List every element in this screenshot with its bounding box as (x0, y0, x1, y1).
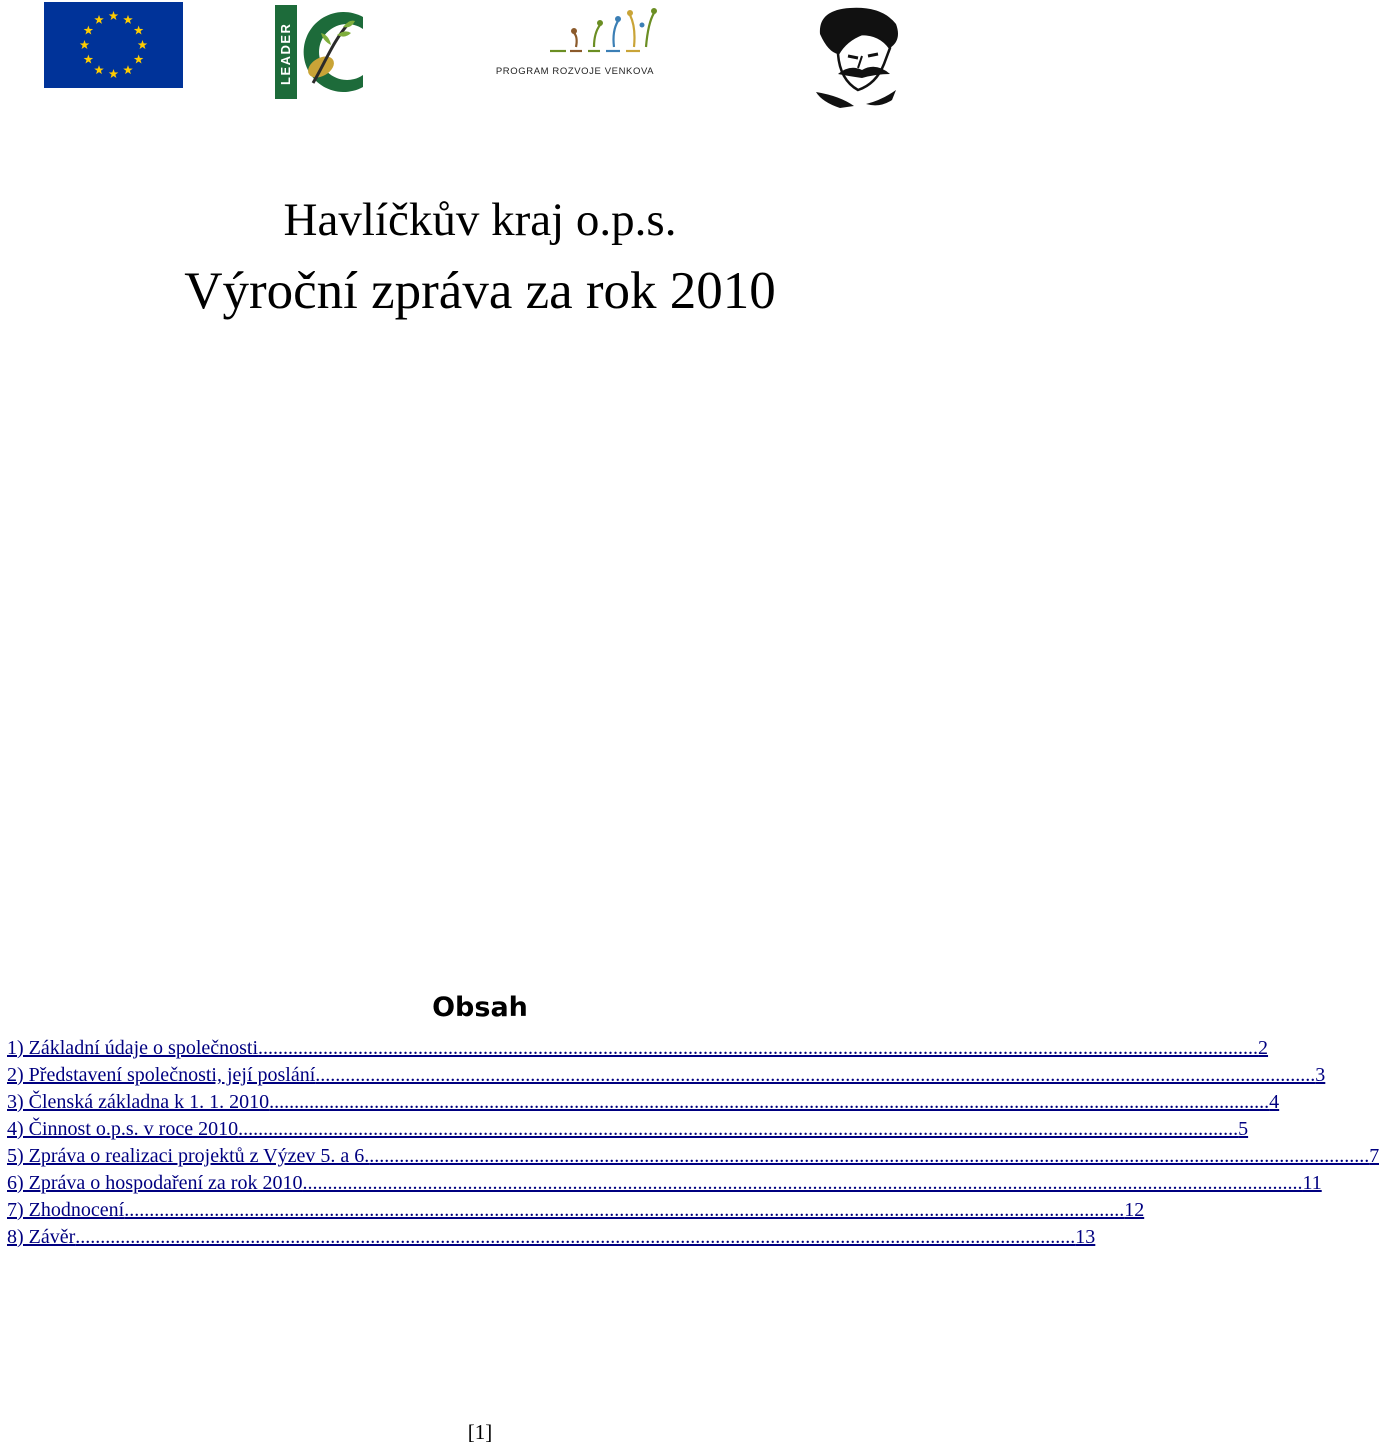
table-of-contents (7, 1035, 1379, 1251)
toc-item-label: 8) Závěr (7, 1226, 76, 1248)
toc-item-page: 3 (1315, 1064, 1326, 1086)
havlicek-portrait-logo (810, 4, 905, 110)
toc-item-page: 13 (1075, 1226, 1096, 1248)
toc-item-page: 12 (1124, 1199, 1145, 1221)
eu-star (94, 65, 104, 74)
toc-item-page: 5 (1238, 1118, 1249, 1140)
toc-item[interactable] (7, 1170, 1322, 1197)
toc-item-leader-dots: ........................................................................................................................................................................................................ (302, 1172, 1303, 1194)
eu-star (109, 69, 119, 78)
prv-logo (470, 3, 680, 85)
toc-item-label: 7) Zhodnocení (7, 1199, 125, 1221)
leader-logo (275, 5, 371, 99)
toc-item-leader-dots: ........................................................................................................................................................................................................ (369, 1145, 1370, 1167)
eu-star (123, 15, 133, 24)
eu-star (123, 65, 133, 74)
eu-star (134, 55, 144, 64)
toc-item-label: 5) Zpráva o realizaci projektů z Výzev 5. a 6. (7, 1145, 370, 1167)
toc-item-label: 6) Zpráva o hospodaření za rok 2010 (7, 1172, 303, 1194)
toc-item-leader-dots: ........................................................................................................................................................................................................ (124, 1199, 1125, 1221)
toc-item[interactable] (7, 1035, 1269, 1062)
toc-item[interactable] (7, 1089, 1280, 1116)
prv-plants-icon (470, 3, 680, 63)
eu-star (80, 40, 90, 49)
eu-star (109, 11, 119, 20)
document-title-report: Výroční zpráva za rok 2010 (184, 262, 776, 320)
toc-item-leader-dots: ........................................................................................................................................................................................................ (258, 1037, 1259, 1059)
toc-item-leader-dots: ........................................................................................................................................................................................................ (75, 1226, 1076, 1248)
toc-item-label: 4) Činnost o.p.s. v roce 2010 (7, 1118, 239, 1140)
toc-item-leader-dots: ........................................................................................................................................................................................................ (269, 1091, 1270, 1113)
toc-item-label: 1) Základní údaje o společnosti (7, 1037, 259, 1059)
toc-heading: Obsah (432, 992, 528, 1023)
toc-item[interactable] (7, 1224, 1096, 1251)
toc-item[interactable] (7, 1116, 1249, 1143)
toc-item[interactable] (7, 1062, 1326, 1089)
eu-star (84, 26, 94, 35)
toc-item-page: 2 (1258, 1037, 1269, 1059)
toc-item-label: 3) Členská základna k 1. 1. 2010 (7, 1091, 270, 1113)
toc-item[interactable] (7, 1143, 1379, 1170)
toc-item-page: 7 (1369, 1145, 1379, 1167)
prv-logo-text: PROGRAM ROZVOJE VENKOVA (495, 66, 655, 77)
eu-star (134, 26, 144, 35)
toc-item-leader-dots: ........................................................................................................................................................................................................ (315, 1064, 1316, 1086)
eu-stars-icon (44, 2, 183, 88)
eu-flag-logo (44, 2, 183, 88)
toc-item-page: 4 (1269, 1091, 1280, 1113)
toc-item-leader-dots: ........................................................................................................................................................................................................ (238, 1118, 1239, 1140)
eu-star (138, 40, 148, 49)
toc-item-label: 2) Představení společnosti, její poslání (7, 1064, 316, 1086)
toc-item-page: 11 (1302, 1172, 1322, 1194)
page-number: [1] (467, 1420, 493, 1444)
eu-star (84, 55, 94, 64)
toc-item[interactable] (7, 1197, 1145, 1224)
leader-text: LEADER (278, 22, 293, 85)
eu-star (94, 15, 104, 24)
document-title-organization: Havlíčkův kraj o.p.s. (283, 194, 677, 246)
